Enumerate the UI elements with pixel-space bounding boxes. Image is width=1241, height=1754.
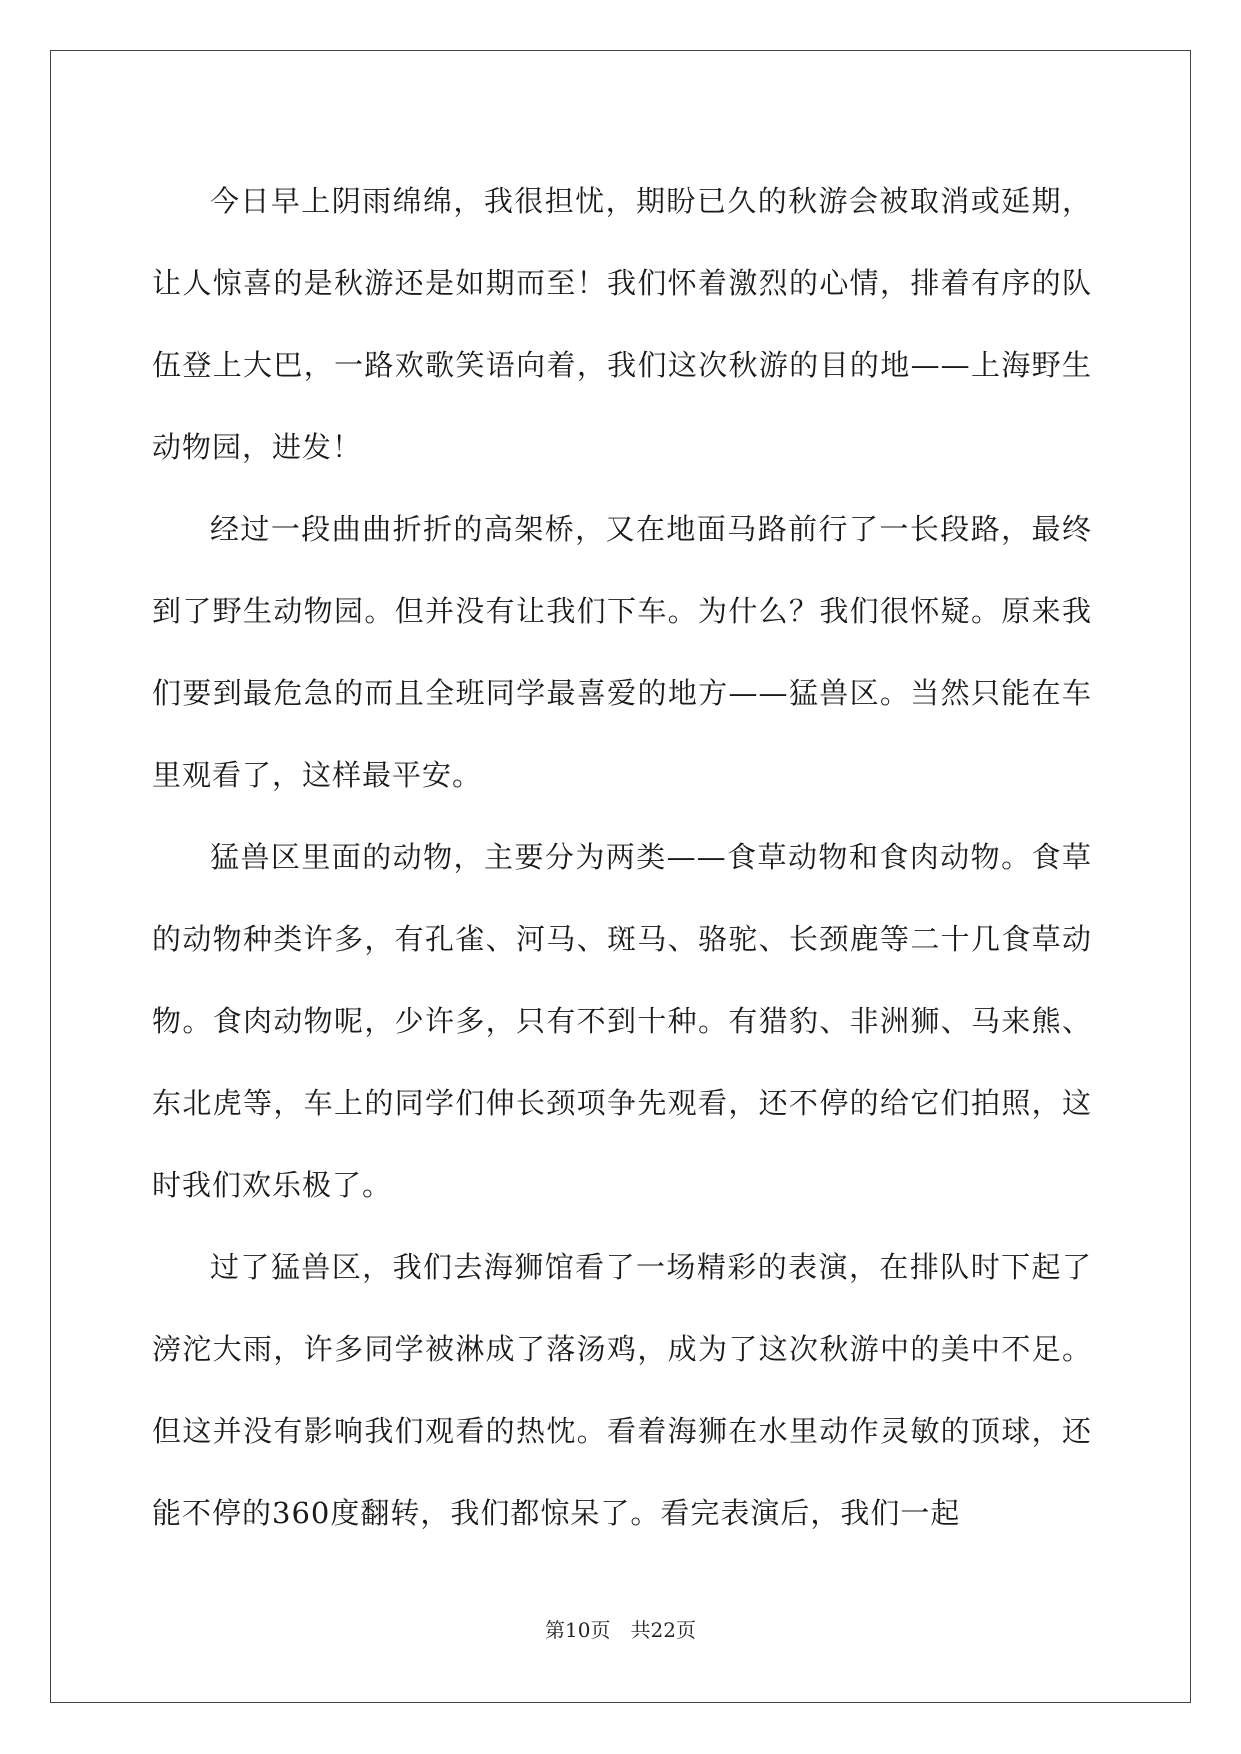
page-number: 第10页: [545, 1618, 611, 1642]
document-body: [152, 160, 1092, 1554]
paragraph-2: 经过一段曲曲折折的高架桥，又在地面马路前行了一长段路，最终到了野生动物园。但并没有让我们下车。为什么？我们很怀疑。原来我们要到最危急的而且全班同学最喜爱的地方——猛兽区。当然只能在车里观看了，这样最平安。: [152, 512, 1092, 792]
paragraph-4: 过了猛兽区，我们去海狮馆看了一场精彩的表演，在排队时下起了滂沱大雨，许多同学被淋成了落汤鸡，成为了这次秋游中的美中不足。但这并没有影响我们观看的热忱。看着海狮在水里动作灵敏的顶球，还能不停的360度翻转，我们都惊呆了。看完表演后，我们一起: [152, 1250, 1092, 1530]
paragraph-1: 今日早上阴雨绵绵，我很担忧，期盼已久的秋游会被取消或延期，让人惊喜的是秋游还是如期而至！我们怀着激烈的心情，排着有序的队伍登上大巴，一路欢歌笑语向着，我们这次秋游的目的地——上海野生动物园，进发！: [152, 184, 1092, 464]
paragraph-3: 猛兽区里面的动物，主要分为两类——食草动物和食肉动物。食草的动物种类许多，有孔雀、河马、斑马、骆驼、长颈鹿等二十几食草动物。食肉动物呢，少许多，只有不到十种。有猎豹、非洲狮、马来熊、东北虎等，车上的同学们伸长颈项争先观看，还不停的给它们拍照，这时我们欢乐极了。: [152, 840, 1092, 1202]
page-total: 共22页: [630, 1618, 696, 1642]
page-footer: [0, 1614, 1241, 1643]
